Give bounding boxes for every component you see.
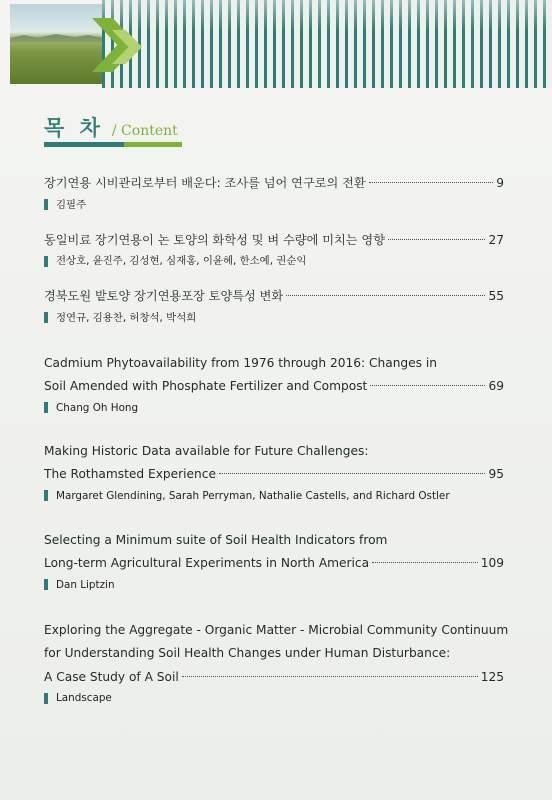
page-title [44,112,178,142]
author-bullet-icon [44,312,48,323]
toc-entry-authors-text: Chang Oh Hong [56,401,139,414]
dot-leader [388,239,486,240]
toc-entry-page-number: 27 [488,232,504,247]
toc-entry[interactable] [44,229,504,270]
toc-entry-title: Cadmium Phytoavailability from 1976 through 2016: Changes in [44,355,437,370]
toc-entry-title-line [44,352,504,376]
author-bullet-icon [44,579,48,590]
toc-entry-title-line [44,463,504,487]
header-stripes-fade [102,0,552,88]
toc-entry-authors-text: Dan Liptzin [56,578,115,591]
author-bullet-icon [44,199,48,210]
toc-entry-title: 장기연용 시비관리로부터 배운다: 조사를 넘어 연구로의 전환 [44,176,366,190]
toc-entry-title: The Rothamsted Experience [44,467,216,481]
toc-entry-title-line [44,552,504,576]
dot-leader [372,562,478,563]
toc-entry-title-line [44,285,504,309]
toc-entry-title: 동일비료 장기연용이 논 토양의 화학성 및 벼 수량에 미치는 영향 [44,232,385,247]
header-band [0,0,552,88]
page-title-english: / Content [111,123,178,139]
toc-entry[interactable] [44,352,504,416]
toc-entry-authors-text: 김필주 [56,198,87,211]
title-underline-green [124,142,182,147]
toc-entry-title: Exploring the Aggregate - Organic Matter - Microbial Community Continuum [44,622,509,637]
toc-entry-authors [44,310,504,326]
field-photo [10,4,102,84]
author-bullet-icon [44,402,48,413]
toc-entry-authors-text: 전상호, 윤진주, 김성현, 심재홍, 이윤혜, 한소예, 권순익 [56,255,307,267]
toc-entry-title-line [44,229,504,253]
toc-entry-page-number: 69 [488,379,504,393]
toc-entry-title-line [44,375,504,399]
title-underline [44,142,182,147]
toc-entry-page-number: 109 [480,556,504,570]
toc-entry-page-number: 9 [496,176,504,190]
toc-entry-title: Making Historic Data available for Future Challenges: [44,443,369,458]
toc-entry[interactable] [44,529,504,593]
toc-entry-page-number: 55 [488,289,504,303]
toc-entry-title: Long-term Agricultural Experiments in North America [44,556,370,570]
toc-entry-title-line [44,440,504,464]
toc-entry-authors [44,690,504,706]
toc-entry-authors [44,400,504,416]
page-title-korean: 목 차 [44,116,104,140]
toc-entry[interactable] [44,619,509,707]
toc-entry-page-number: 95 [488,467,504,481]
dot-leader [219,473,486,474]
author-bullet-icon [44,490,48,501]
title-underline-teal [44,142,124,147]
author-bullet-icon [44,693,48,704]
toc-entry-title-line [44,172,504,196]
toc-entry-authors-text: 정연규, 김용찬, 허창석, 박석희 [56,311,197,324]
toc-entry-authors [44,577,504,593]
dot-leader [369,182,494,183]
toc-entry-title-line [44,619,509,643]
toc-entry-title: A Case Study of A Soil [44,669,179,684]
toc-entry[interactable] [44,172,504,213]
author-bullet-icon [44,256,48,267]
toc-entry[interactable] [44,440,504,504]
toc-entry-authors-text: Landscape [56,692,112,704]
dot-leader [182,676,478,677]
toc-entry-page-number: 125 [480,669,504,684]
toc-entry-authors [44,197,504,213]
toc-entry-title-line [44,529,504,553]
dot-leader [370,385,485,386]
toc-entry-title-line [44,666,504,690]
toc-entry-list [44,172,509,706]
toc-entry-authors [44,253,504,269]
toc-entry-title-line [44,642,504,666]
toc-entry-title: Selecting a Minimum suite of Soil Health Indicators from [44,532,388,547]
toc-entry[interactable] [44,285,504,326]
dot-leader [286,295,485,296]
toc-entry-title: Soil Amended with Phosphate Fertilizer and Compost [44,379,368,393]
toc-entry-authors [44,488,504,504]
toc-entry-title: 경북도원 밭토양 장기연용포장 토양특성 변화 [44,289,284,303]
toc-entry-title: for Understanding Soil Health Changes under Human Disturbance: [44,646,451,660]
toc-entry-authors-text: Margaret Glendining, Sarah Perryman, Nathalie Castells, and Richard Ostler [56,489,450,502]
